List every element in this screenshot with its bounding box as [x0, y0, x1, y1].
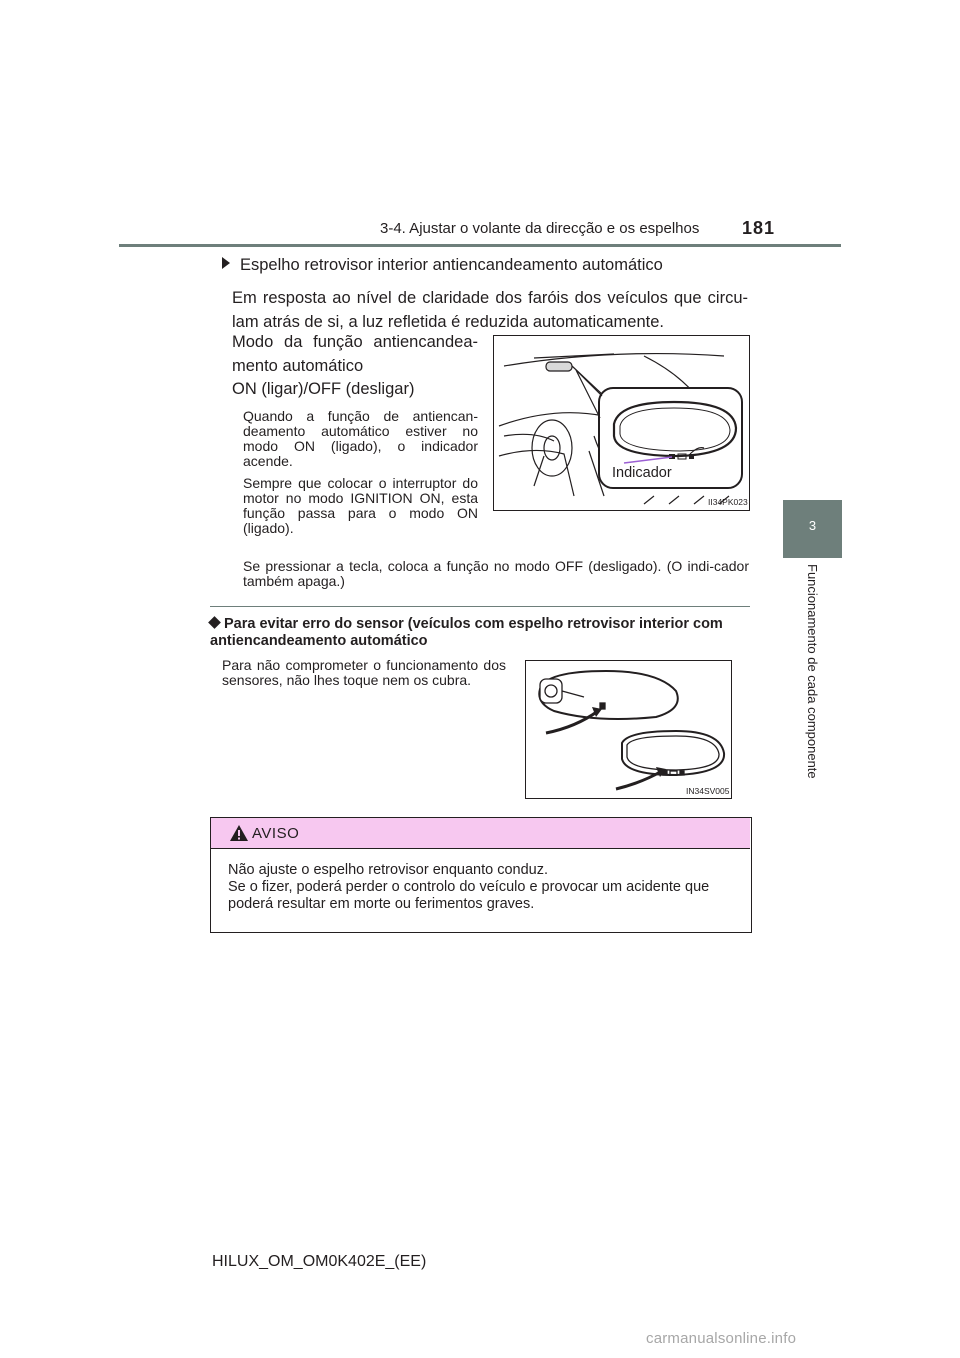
mirror-illustration: [494, 336, 749, 510]
watermark: carmanualsonline.info: [646, 1330, 797, 1347]
ignition-paragraph: Sempre que colocar o interruptor do motor no modo IGNITION ON, esta função passa para o modo ON (ligado).: [243, 475, 478, 536]
figure2-code: IN34SV005: [686, 786, 730, 796]
triangle-bullet-icon: [222, 257, 230, 269]
warning-line-1: Não ajuste o espelho retrovisor enquanto conduz.: [228, 862, 549, 878]
chapter-label: Funcionamento de cada componente: [805, 564, 820, 779]
section-title: 3-4. Ajustar o volante da direcção e os espelhos: [380, 220, 700, 237]
sub-heading: [222, 256, 663, 275]
sub-heading-text: Espelho retrovisor interior antiencandeamento automático: [240, 256, 663, 274]
warning-line-2: Se o fizer, poderá perder o controlo do veículo e provocar um acidente que poderá resultar em morte ou ferimentos graves.: [228, 879, 710, 912]
warning-text: [228, 862, 740, 913]
press-paragraph: Se pressionar a tecla, coloca a função no modo OFF (desligado). (O indi-cador também apaga.): [243, 558, 749, 589]
warning-title: AVISO: [252, 825, 300, 842]
diamond-bullet-icon: [208, 616, 221, 629]
chapter-number: 3: [808, 518, 817, 533]
indicator-paragraph: Quando a função de antiencan-deamento automático estiver no modo ON (ligado), o indicador acende.: [243, 408, 478, 469]
mirror-figure: [493, 335, 750, 511]
section-divider: [210, 606, 750, 607]
page-number: 181: [742, 218, 776, 238]
note-body: Para não comprometer o funcionamento dos sensores, não lhes toque nem os cubra.: [222, 657, 506, 688]
warning-triangle-icon: [229, 824, 249, 847]
header-rule: [119, 244, 841, 247]
note-heading-text: Para evitar erro do sensor (veículos com espelho retrovisor interior com antiencandeamento automático: [210, 616, 723, 649]
mode-title: Modo da função antiencandea-mento automático: [232, 333, 478, 375]
note-heading: [210, 616, 750, 650]
sensor-illustration: [526, 661, 731, 798]
figure1-code: II34PK023: [708, 497, 748, 507]
indicator-label: Indicador: [612, 465, 672, 481]
intro-paragraph: Em resposta ao nível de claridade dos faróis dos veículos que circu-lam atrás de si, a luz refletida é reduzida automaticamente.: [232, 289, 748, 331]
on-off-label: ON (ligar)/OFF (desligar): [232, 380, 415, 398]
sensor-figure: [525, 660, 732, 799]
footer-code: HILUX_OM_OM0K402E_(EE): [212, 1253, 427, 1270]
